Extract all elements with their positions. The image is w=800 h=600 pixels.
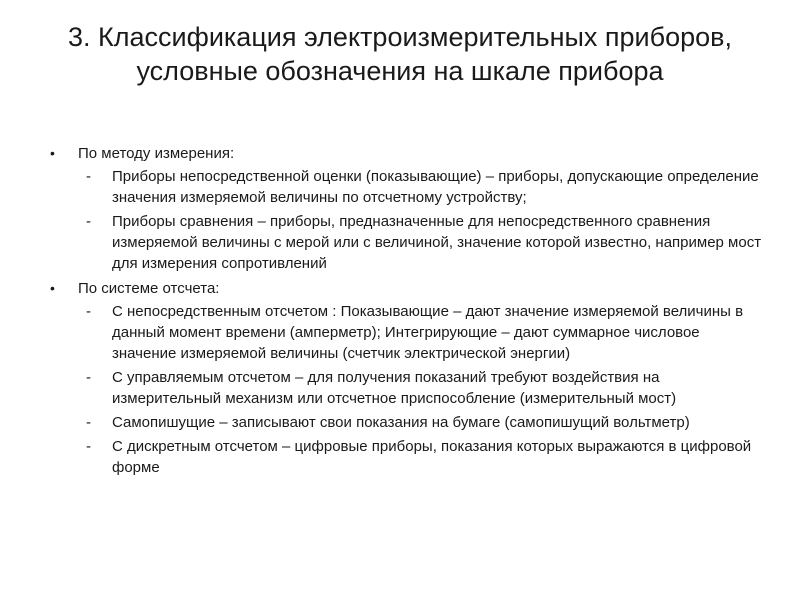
list-item [48, 166, 768, 208]
dash-icon: - [86, 369, 91, 386]
dash-icon: - [86, 438, 91, 455]
bullet-icon: • [50, 280, 55, 296]
list-item [48, 301, 768, 364]
dash-icon: - [86, 168, 91, 185]
section-readout-list [48, 301, 768, 478]
slide-content [48, 143, 768, 482]
dash-icon: - [86, 414, 91, 431]
section-label: По методу измерения: [78, 145, 235, 162]
section-method-list [48, 166, 768, 274]
slide-title: 3. Классификация электроизмерительных приборов, условные обозначения на шкале прибора [68, 22, 732, 86]
list-item [48, 367, 768, 409]
list-item [48, 436, 768, 478]
list-item-text: С непосредственным отсчетом : Показывающие – дают значение измеряемой величины в данный момент времени (амперметр); Интегрирующие – дают суммарное числовое значение измеряемой величины (счетчик электрической энергии) [112, 303, 744, 362]
list-item [48, 211, 768, 274]
bullet-icon: • [50, 145, 55, 161]
list-item-text: С управляемым отсчетом – для получения показаний требуют воздействия на измерительный механизм или отсчетное приспособление (измерительный мост) [112, 369, 677, 407]
section-method [48, 143, 768, 164]
section-readout-system [48, 278, 768, 299]
section-label: По системе отсчета: [78, 280, 220, 297]
list-item-text: Приборы непосредственной оценки (показывающие) – приборы, допускающие определение значения измеряемой величины по отсчетному устройству; [112, 168, 759, 206]
dash-icon: - [86, 303, 91, 320]
list-item [48, 412, 768, 433]
list-item-text: С дискретным отсчетом – цифровые приборы, показания которых выражаются в цифровой форме [112, 438, 752, 476]
dash-icon: - [86, 213, 91, 230]
list-item-text: Самопишущие – записывают свои показания на бумаге (самопишущий вольтметр) [112, 414, 690, 431]
list-item-text: Приборы сравнения – приборы, предназначенные для непосредственного сравнения измеряемой величины с мерой или с величиной, значение которой известно, например мост для измерения сопротивлений [112, 213, 762, 272]
